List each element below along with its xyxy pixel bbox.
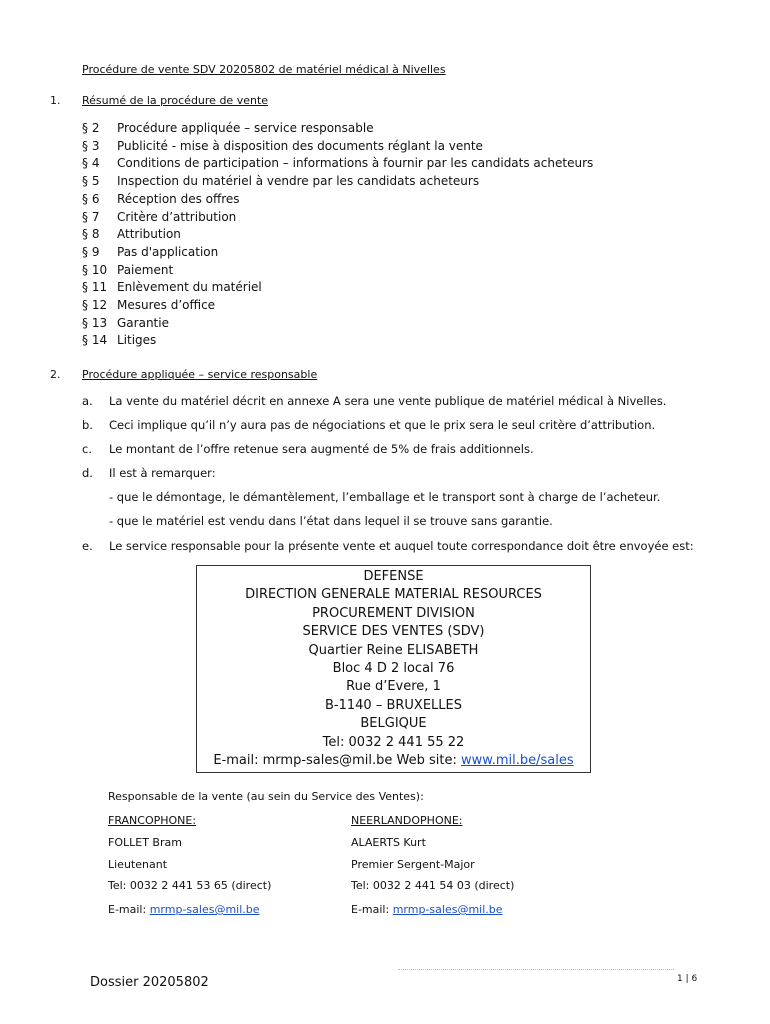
footer-dossier: Dossier 20205802 [90,975,209,990]
fr-rank: Lieutenant [108,858,168,871]
nl-email-link[interactable]: mrmp-sales@mil.be [392,903,503,916]
toc-row [82,155,593,173]
nl-tel: Tel: 0032 2 441 54 03 (direct) [351,879,515,892]
toc-section-number: § 13 [82,315,108,330]
item-letter: a. [82,394,93,408]
address-line: DIRECTION GENERALE MATERIAL RESOURCES [245,587,542,603]
toc-section-label: Paiement [117,262,174,277]
section2-number: 2. [50,368,61,381]
item-text: Le montant de l’offre retenue sera augmenté de 5% de frais additionnels. [109,442,534,456]
toc-row [82,138,593,156]
item-letter: d. [82,466,93,480]
address-line: Rue d’Evere, 1 [346,679,441,695]
website-link[interactable]: www.mil.be/sales [461,753,574,769]
toc-section-number: § 14 [82,333,108,348]
nl-name: ALAERTS Kurt [351,836,426,849]
nl-heading: NEERLANDOPHONE: [351,814,463,827]
toc-row [82,191,593,209]
toc-section-label: Attribution [117,227,181,242]
item-text: La vente du matériel décrit en annexe A sera une vente publique de matériel médical à Nivelles. [109,394,667,408]
toc-row [82,297,593,315]
fr-email-label: E-mail: [108,903,150,916]
address-line: Quartier Reine ELISABETH [308,642,479,658]
toc-section-label: Réception des offres [117,191,240,206]
toc-row [82,120,593,138]
toc-section-number: § 2 [82,121,100,135]
toc-section-number: § 12 [82,298,108,313]
toc-list [82,120,593,350]
toc-row [82,332,593,350]
fr-tel: Tel: 0032 2 441 53 65 (direct) [108,879,272,892]
toc-row [82,279,593,297]
address-line: SERVICE DES VENTES (SDV) [302,624,485,640]
toc-section-label: Publicité - mise à disposition des documents réglant la vente [117,138,483,153]
toc-section-label: Enlèvement du matériel [117,280,262,295]
toc-section-label: Garantie [117,315,169,330]
address-email-text: E-mail: mrmp-sales@mil.be Web site: [213,753,462,769]
toc-section-label: Mesures d’office [117,298,216,313]
item-text: Ceci implique qu’il n’y aura pas de négociations et que le prix sera le seul critère d’attribution. [109,418,656,432]
toc-section-label: Litiges [117,333,157,348]
item-text: Le service responsable pour la présente vente et auquel toute correspondance doit être envoyée est: [109,539,694,553]
toc-section-number: § 7 [82,209,100,224]
toc-section-number: § 10 [82,262,108,277]
address-line: BELGIQUE [360,716,427,732]
fr-name: FOLLET Bram [108,836,182,849]
address-email-line [197,752,590,770]
section1-heading: Résumé de la procédure de vente [82,94,269,107]
toc-section-number: § 11 [82,280,108,295]
item-text: Il est à remarquer: [109,466,216,480]
section2-heading: Procédure appliquée – service responsable [82,368,318,381]
nl-email-label: E-mail: [351,903,393,916]
item-letter: b. [82,418,93,432]
toc-section-label: Conditions de participation – informations à fournir par les candidats acheteurs [117,156,594,171]
toc-section-number: § 8 [82,227,100,242]
toc-section-label: Critère d’attribution [117,209,237,224]
footer-divider [398,969,674,970]
toc-section-number: § 3 [82,138,100,153]
address-line: B-1140 – BRUXELLES [325,697,462,713]
toc-section-number: § 9 [82,244,100,259]
toc-row [82,173,593,191]
item-text: - que le démontage, le démantèlement, l’emballage et le transport sont à charge de l’acheteur. [109,490,661,504]
nl-email-line [351,903,503,916]
toc-row [82,209,593,227]
fr-email-line [108,903,260,916]
item-letter: c. [82,442,92,456]
fr-email-link[interactable]: mrmp-sales@mil.be [149,903,260,916]
toc-section-number: § 4 [82,156,100,171]
item-text: - que le matériel est vendu dans l’état dans lequel il se trouve sans garantie. [109,514,553,528]
toc-section-number: § 6 [82,191,100,206]
toc-row [82,315,593,333]
nl-rank: Premier Sergent-Major [351,858,475,871]
fr-heading: FRANCOPHONE: [108,814,197,827]
section1-number: 1. [50,94,61,107]
toc-section-label: Procédure appliquée – service responsable [117,121,374,135]
contacts-intro: Responsable de la vente (au sein du Service des Ventes): [108,790,424,803]
document-title: Procédure de vente SDV 20205802 de matériel médical à Nivelles [82,63,446,76]
toc-row [82,262,593,280]
item-letter: e. [82,539,93,553]
toc-section-number: § 5 [82,174,100,189]
toc-section-label: Pas d'application [117,244,219,259]
footer-page-number: 1 | 6 [677,974,698,984]
address-line: Bloc 4 D 2 local 76 [332,661,455,677]
address-line: Tel: 0032 2 441 55 22 [322,734,465,750]
toc-row [82,244,593,262]
toc-section-label: Inspection du matériel à vendre par les candidats acheteurs [117,174,480,189]
toc-row [82,226,593,244]
address-line: DEFENSE [363,569,424,584]
address-lines [197,568,590,752]
address-box [196,565,591,773]
address-line: PROCUREMENT DIVISION [312,605,475,621]
